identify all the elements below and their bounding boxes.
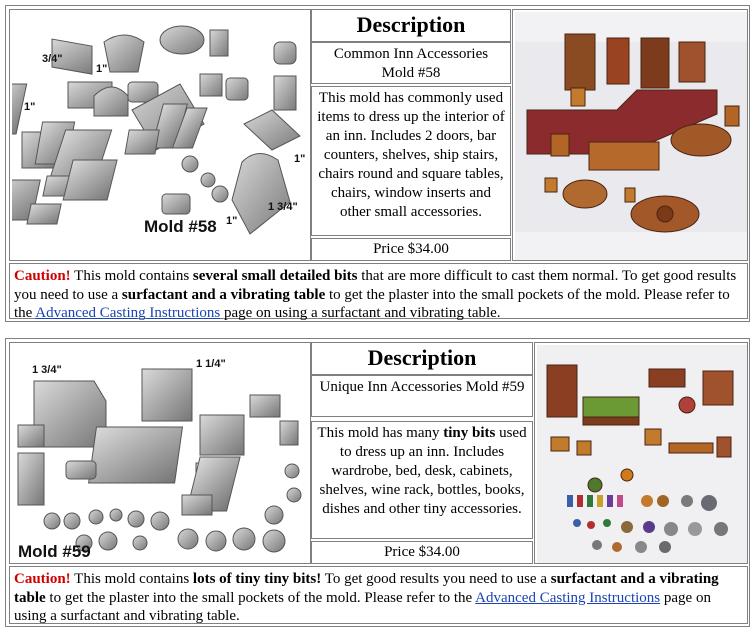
caution-label: Caution! xyxy=(14,571,71,587)
product-name xyxy=(311,375,533,417)
mold-58-photo-cell xyxy=(512,9,748,261)
description-heading xyxy=(311,9,511,42)
dim-label: 1" xyxy=(294,153,306,165)
product-description xyxy=(311,86,511,236)
description-heading-text: Description xyxy=(367,345,477,370)
dim-label: 1" xyxy=(24,101,36,113)
product-description-text: used to dress up an inn. Includes wardrobe, bed, desk, cabinets, shelves, wine rack, bottles, books, dishes and other tiny accessories. xyxy=(319,425,527,517)
product-description-emphasis: tiny bits xyxy=(443,425,496,441)
caution-text: This mold contains xyxy=(70,571,193,587)
product-mold-58 xyxy=(5,5,750,322)
caution-emphasis: several small detailed bits xyxy=(192,268,358,284)
mold-58-illustration xyxy=(12,12,310,260)
caution-text: to get the plaster into the small pockets of the mold. Please refer to the xyxy=(14,286,730,321)
product-price xyxy=(311,238,511,261)
caution-note xyxy=(9,566,748,624)
description-heading xyxy=(311,342,533,375)
mold-59-photo-cell xyxy=(534,342,748,564)
caution-label: Caution! xyxy=(14,268,71,284)
product-mold-59 xyxy=(5,338,750,627)
product-description-text: This mold has commonly used items to dress up the interior of an inn. Includes 2 doors, bar counters, shelves, ship stairs, chairs round and square tables, chairs, window inserts and other small accessories. xyxy=(317,90,505,220)
caution-text: that are more difficult to cast them normal. To get good results you need to use a xyxy=(14,268,737,303)
caution-text: to get the plaster into the small pockets of the mold. Please refer to the xyxy=(45,589,476,606)
product-name xyxy=(311,42,511,84)
product-description-text: This mold has many xyxy=(317,425,444,441)
caution-emphasis: surfactant and a vibrating table xyxy=(121,286,326,303)
advanced-casting-link[interactable]: Advanced Casting Instructions xyxy=(35,305,221,321)
caution-emphasis: lots of tiny tiny bits! xyxy=(192,571,322,587)
mold-58-photo xyxy=(515,12,747,260)
dim-label: 1 3/4" xyxy=(268,201,298,213)
dim-label: 1" xyxy=(226,215,238,227)
dim-label: 3/4" xyxy=(42,53,63,65)
caution-emphasis: surfactant and a vibrating table xyxy=(14,571,719,606)
dim-label: 1 1/4" xyxy=(196,358,226,370)
caution-text: This mold contains xyxy=(70,268,193,284)
caution-note xyxy=(9,263,748,319)
mold-59-drawing xyxy=(9,342,311,564)
caution-text: To get good results you need to use a xyxy=(321,571,551,587)
mold-59-photo xyxy=(537,345,747,563)
mold-59-label: Mold #59 xyxy=(18,542,91,561)
product-price-text: Price $34.00 xyxy=(373,241,449,257)
mold-58-label: Mold #58 xyxy=(144,217,217,236)
mold-59-illustration xyxy=(12,345,310,563)
product-price-text: Price $34.00 xyxy=(384,544,460,560)
dim-label: 1" xyxy=(96,63,108,75)
description-heading-text: Description xyxy=(356,12,466,37)
caution-text: page on using a surfactant and vibrating table. xyxy=(14,589,711,624)
caution-text: page on using a surfactant and vibrating table. xyxy=(220,305,501,321)
product-name-text: Unique Inn Accessories Mold #59 xyxy=(319,379,525,395)
dim-label: 1 3/4" xyxy=(32,364,62,376)
product-price xyxy=(311,541,533,564)
product-description xyxy=(311,421,533,539)
mold-58-drawing xyxy=(9,9,311,261)
advanced-casting-link[interactable]: Advanced Casting Instructions xyxy=(475,589,661,606)
product-name-text: Common Inn Accessories Mold #58 xyxy=(333,46,489,81)
